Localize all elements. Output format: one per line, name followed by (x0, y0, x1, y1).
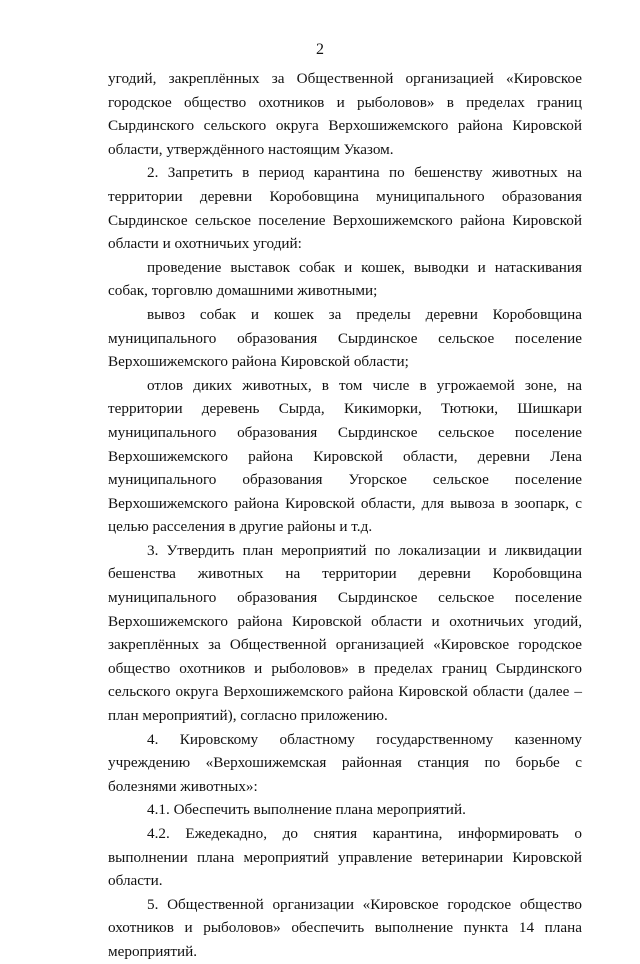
document-body (108, 67, 582, 964)
paragraph-subitem-export: вывоз собак и кошек за пределы деревни Коробовщина муниципального образования Сырдинское сельское поселение Верхошижемского района Кировской области; (108, 305, 582, 371)
page-number: 2 (316, 41, 324, 58)
paragraph-subitem-exhibitions: проведение выставок собак и кошек, выводки и натаскивания собак, торговлю домашними животными; (108, 258, 582, 300)
paragraph-item-5: 5. Общественной организации «Кировское городское общество охотников и рыболовов» обеспечить выполнение пункта 14 плана мероприятий. (108, 895, 582, 960)
paragraph-subitem-capture: отлов диких животных, в том числе в угрожаемой зоне, на территории деревень Сырда, Кикиморки, Тютюки, Шишкари муниципального образования Сырдинское сельское поселение Верхошижемского района Кировской области, деревни Лена муниципального образования Угорское сельское поселение Верхошижемского района Кировской области, для вывоза в зоопарк, с целью расселения в другие районы и т.д. (108, 376, 582, 536)
paragraph-item-2: 2. Запретить в период карантина по бешенству животных на территории деревни Коробовщина муниципального образования Сырдинское сельское поселение Верхошижемского района Кировской области и охотничьих угодий: (108, 164, 582, 253)
paragraph-item-4: 4. Кировскому областному государственному казенному учреждению «Верхошижемская районная станция по борьбе с болезнями животных»: (108, 730, 582, 795)
paragraph-item-3: 3. Утвердить план мероприятий по локализации и ликвидации бешенства животных на территории деревни Коробовщина муниципального образования Сырдинское сельское поселение Верхошижемского района Кировской области и охотничьих угодий, закреплённых за Общественной организацией «Кировское городское общество охотников и рыболовов» в пределах границ Сырдинского сельского округа Верхошижемского района Кировской области (далее – план мероприятий), согласно приложению. (108, 541, 582, 725)
paragraph-item-4-2: 4.2. Ежедекадно, до снятия карантина, информировать о выполнении плана мероприятий управление ветеринарии Кировской области. (108, 825, 582, 890)
paragraph-item-4-1: 4.1. Обеспечить выполнение плана мероприятий. (147, 801, 466, 819)
paragraph-continuation: угодий, закреплённых за Общественной организацией «Кировское городское общество охотников и рыболовов» в пределах границ Сырдинского сельского округа Верхошижемского района Кировской области, утверждённого настоящим Указом. (108, 70, 582, 158)
